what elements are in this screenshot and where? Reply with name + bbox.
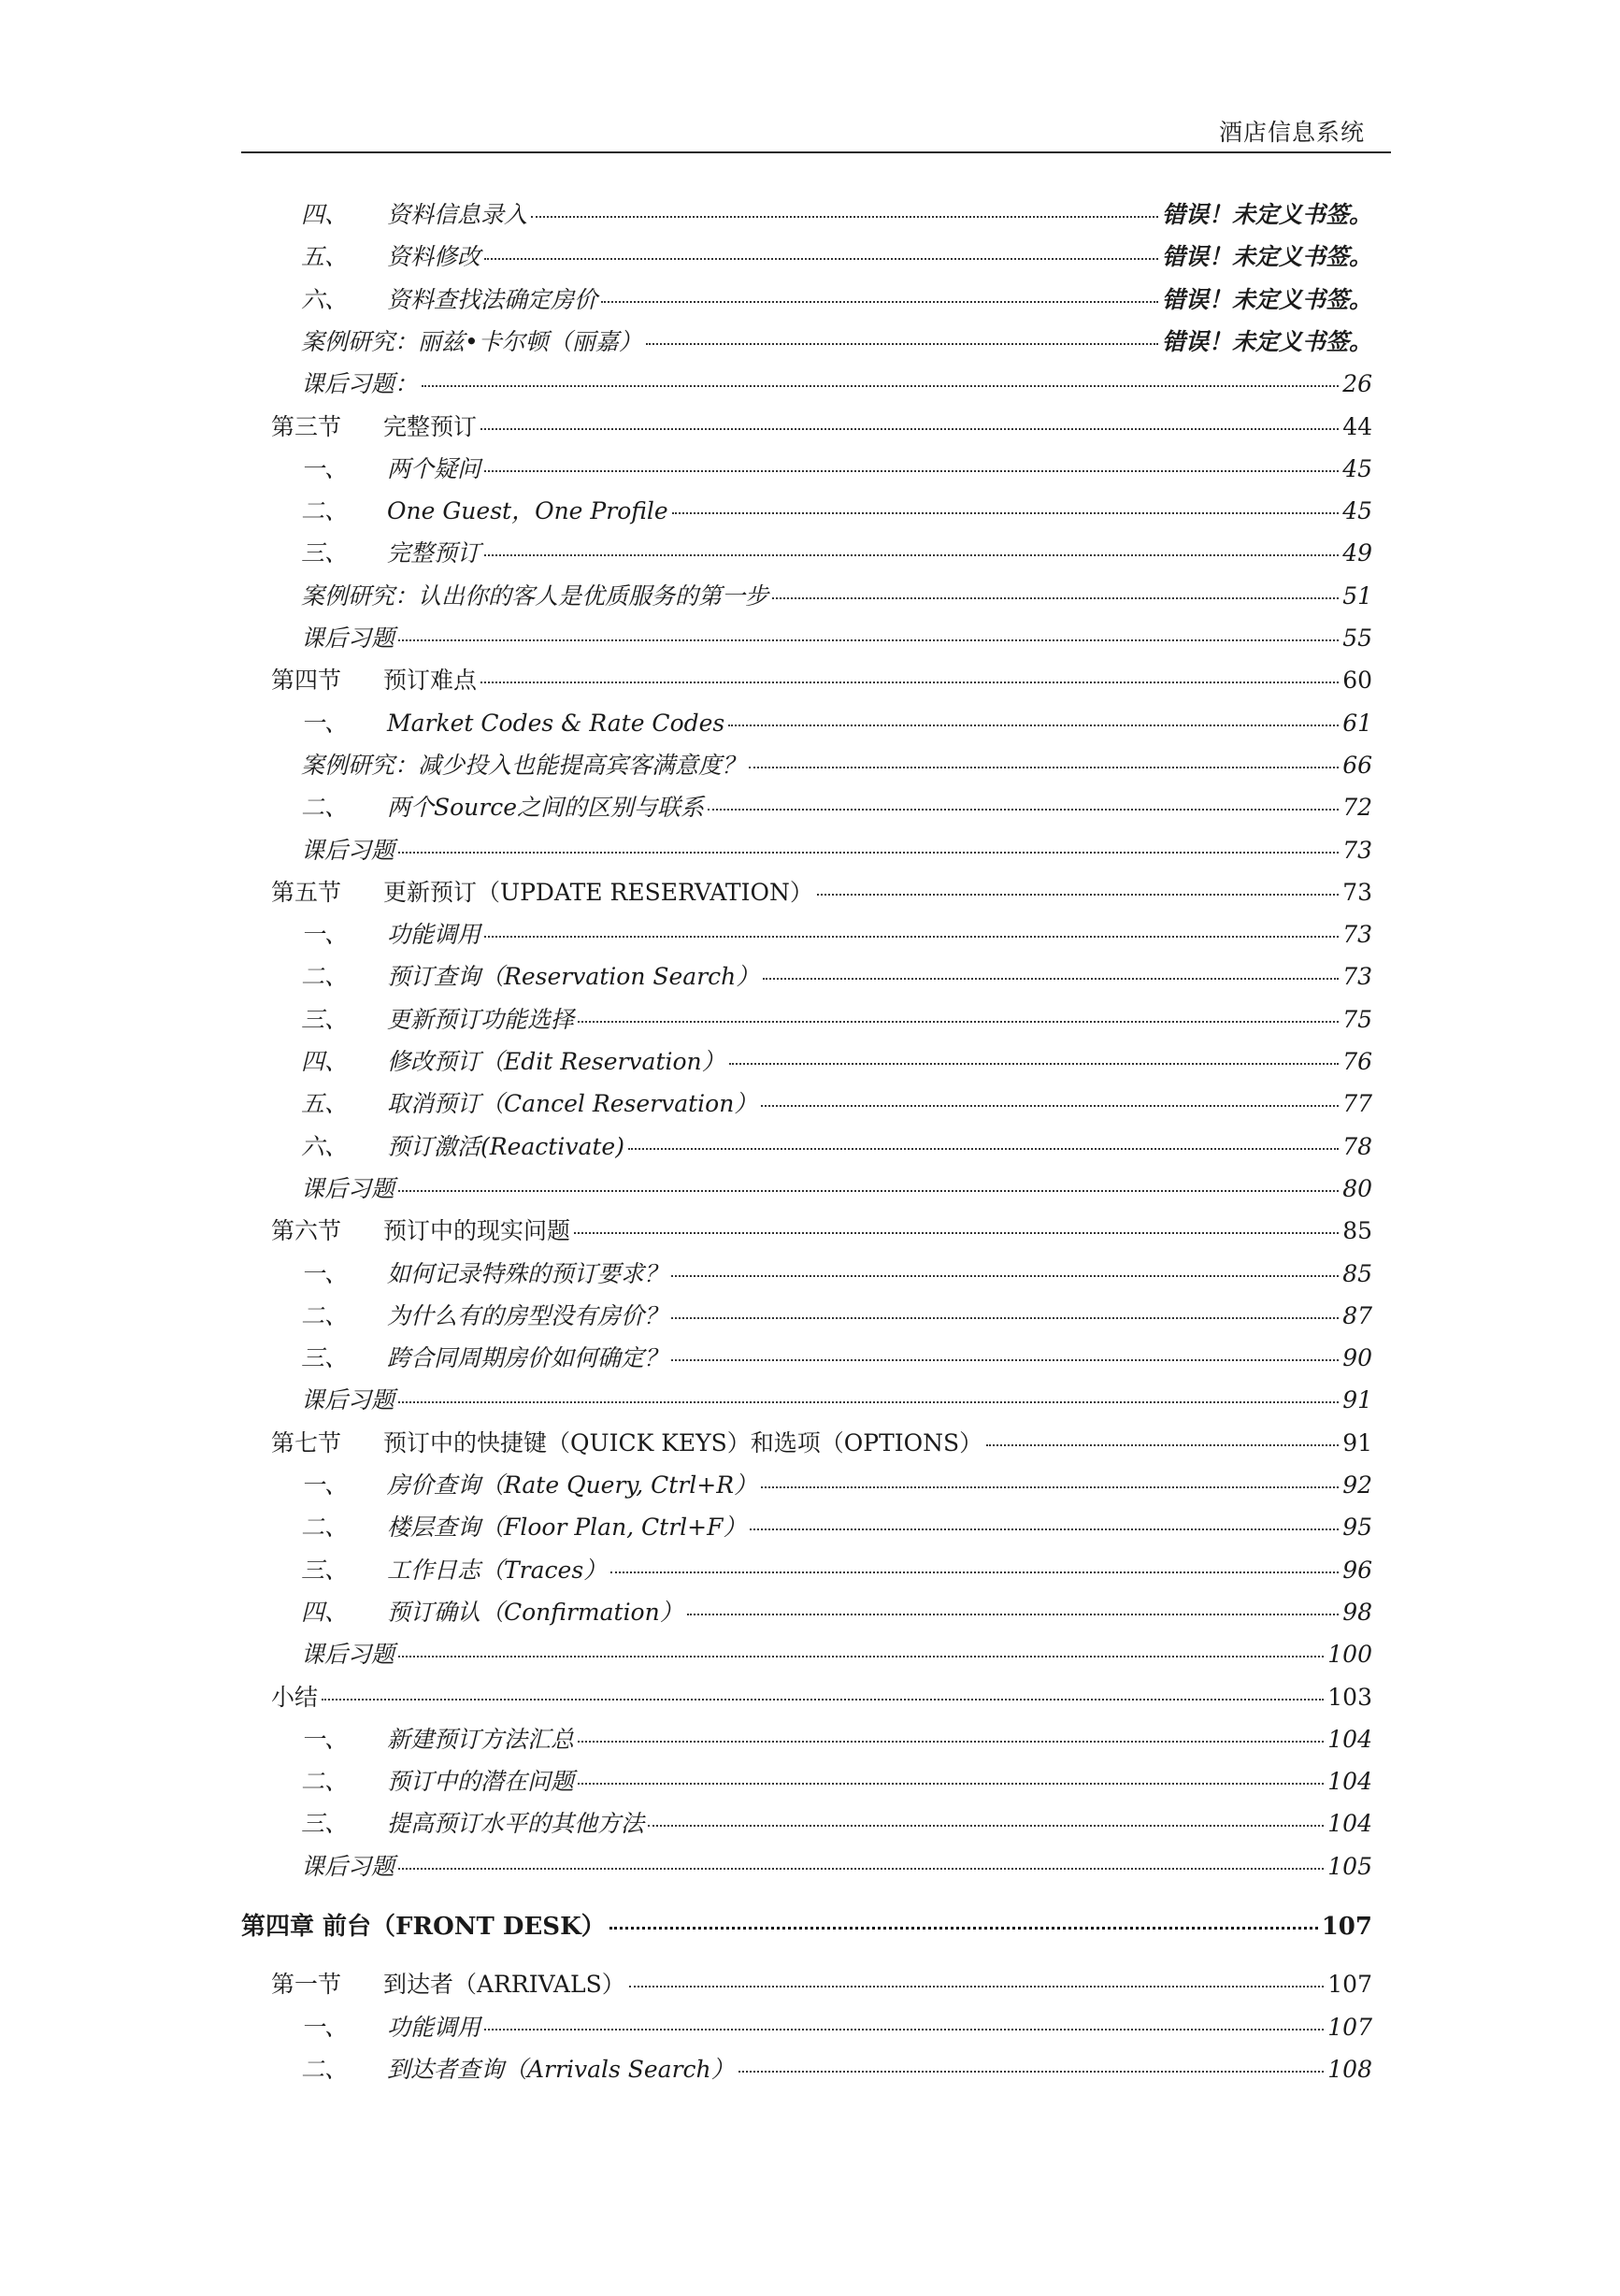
toc-entry-label: 到达者（ARRIVALS） — [383, 1971, 625, 1999]
dot-leader — [763, 978, 1339, 980]
dot-leader — [484, 554, 1339, 556]
toc-entry-label: 更新预订（UPDATE RESERVATION） — [383, 878, 813, 906]
toc-entry-page: 55 — [1342, 624, 1372, 652]
toc-entry-label: 跨合同周期房价如何确定？ — [387, 1344, 668, 1372]
dot-leader — [398, 852, 1339, 854]
toc-entry-label: 课后习题： — [301, 370, 419, 398]
toc-entry-label: 案例研究：认出你的客人是优质服务的第一步 — [301, 581, 769, 610]
toc-entry-page: 91 — [1342, 1428, 1372, 1457]
dot-leader — [484, 936, 1339, 938]
dot-leader — [398, 639, 1339, 641]
toc-entry-label: 功能调用 — [387, 921, 481, 949]
toc-entry-label: 到达者查询（Arrivals Search） — [387, 2055, 735, 2083]
toc-entry-label: 楼层查询（Floor Plan, Ctrl+F） — [387, 1514, 747, 1542]
toc-entry[interactable] — [301, 451, 1372, 490]
toc-entry[interactable] — [301, 535, 1372, 574]
toc-entry-number: 三、 — [301, 539, 349, 567]
toc-entry-label: 案例研究：减少投入也能提高宾客满意度？ — [301, 751, 746, 779]
toc-entry-label: 课后习题 — [301, 1641, 395, 1669]
toc-entry-number: 六、 — [301, 1132, 349, 1160]
toc-entry-label: 资料查找法确定房价 — [387, 285, 598, 313]
toc-entry-label: 预订中的现实问题 — [383, 1217, 571, 1245]
toc-entry-page: 103 — [1327, 1683, 1372, 1711]
toc-entry[interactable] — [301, 1340, 1372, 1379]
toc-entry-page: 错误！未定义书签。 — [1161, 243, 1372, 271]
toc-section-entry[interactable] — [271, 1425, 1372, 1464]
dot-leader — [484, 2029, 1324, 2031]
toc-entry-label: 预订难点 — [383, 667, 478, 695]
toc-entry-page: 76 — [1342, 1048, 1372, 1075]
toc-entry-label: 功能调用 — [387, 2013, 481, 2041]
toc-entry-page: 错误！未定义书签。 — [1161, 327, 1372, 355]
toc-entry-number: 二、 — [301, 794, 349, 822]
toc-entry-page: 73 — [1342, 963, 1372, 991]
dot-leader — [708, 809, 1339, 811]
toc-entry-number: 一、 — [301, 1725, 349, 1753]
toc-entry[interactable] — [301, 196, 1372, 236]
toc-entry[interactable] — [301, 705, 1372, 744]
toc-entry-number: 六、 — [301, 285, 349, 313]
dot-leader — [578, 1741, 1324, 1743]
dot-leader — [646, 343, 1158, 345]
toc-entry-label: 完整预订 — [383, 412, 478, 440]
toc-section-entry[interactable] — [271, 1966, 1372, 2005]
toc-entry-number: 一、 — [301, 1471, 349, 1499]
toc-entry[interactable] — [301, 832, 1372, 871]
dot-leader — [601, 301, 1158, 303]
toc-entry-number: 二、 — [301, 1768, 349, 1796]
toc-entry-page: 73 — [1342, 878, 1372, 906]
dot-leader — [480, 428, 1339, 430]
toc-entry-page: 49 — [1342, 539, 1372, 567]
toc-entry[interactable] — [301, 1128, 1372, 1168]
toc-entry-label: 案例研究：丽兹•卡尔顿（丽嘉） — [301, 327, 642, 355]
toc-entry-number: 四、 — [301, 1598, 349, 1626]
toc-entry[interactable] — [301, 1382, 1372, 1421]
toc-entry-page: 75 — [1342, 1005, 1372, 1033]
toc-entry[interactable] — [301, 2051, 1372, 2090]
toc-entry-label: 课后习题 — [301, 1174, 395, 1202]
toc-entry-number: 二、 — [301, 1301, 349, 1329]
toc-entry-page: 77 — [1342, 1090, 1372, 1118]
toc-entry-number: 第四节 — [271, 667, 342, 695]
toc-entry-page: 105 — [1327, 1852, 1372, 1880]
toc-entry-number: 第六节 — [271, 1217, 342, 1245]
dot-leader — [398, 1868, 1324, 1870]
toc-entry[interactable] — [301, 1001, 1372, 1040]
toc-entry[interactable] — [301, 1721, 1372, 1760]
toc-entry-page: 80 — [1342, 1174, 1372, 1202]
toc-entry[interactable] — [301, 1170, 1372, 1210]
toc-entry-label: 提高预订水平的其他方法 — [387, 1810, 645, 1838]
toc-entry[interactable] — [301, 789, 1372, 828]
toc-entry-number: 一、 — [301, 454, 349, 482]
dot-leader — [648, 1825, 1324, 1827]
toc-entry-label: 预订确认（Confirmation） — [387, 1598, 683, 1626]
dot-leader — [750, 1528, 1339, 1530]
toc-chapter-entry[interactable] — [241, 1907, 1372, 1946]
toc-entry[interactable] — [271, 1679, 1372, 1718]
toc-entry-page: 104 — [1327, 1768, 1372, 1796]
toc-entry-page: 107 — [1327, 2013, 1372, 2041]
toc-entry[interactable] — [301, 238, 1372, 278]
toc-entry-page: 85 — [1342, 1259, 1372, 1287]
toc-entry-page: 98 — [1342, 1598, 1372, 1626]
toc-entry-number: 二、 — [301, 2055, 349, 2083]
toc-entry-number: 二、 — [301, 1514, 349, 1542]
toc-entry-number: 四、 — [301, 201, 349, 228]
toc-entry-page: 78 — [1342, 1132, 1372, 1160]
dot-leader — [484, 470, 1339, 472]
dot-leader — [817, 894, 1339, 896]
toc-entry-label: 课后习题 — [301, 624, 395, 652]
dot-leader — [398, 1656, 1324, 1657]
dot-leader — [986, 1444, 1339, 1446]
toc-entry-label: 完整预订 — [387, 539, 481, 567]
toc-entry-page: 错误！未定义书签。 — [1161, 201, 1372, 228]
toc-entry-number: 第三节 — [271, 412, 342, 440]
toc-entry-number: 一、 — [301, 2013, 349, 2041]
dot-leader — [738, 2071, 1325, 2073]
toc-entry-number: 五、 — [301, 1090, 349, 1118]
toc-entry-label: 预订激活(Reactivate) — [387, 1132, 624, 1160]
toc-entry[interactable] — [301, 1509, 1372, 1548]
dot-leader — [629, 1986, 1325, 1987]
toc-entry-number: 一、 — [301, 921, 349, 949]
toc-entry-label: 两个疑问 — [387, 454, 481, 482]
toc-entry-label: 如何记录特殊的预订要求？ — [387, 1259, 668, 1287]
toc-entry-page: 108 — [1327, 2055, 1372, 2083]
dot-leader — [610, 1571, 1339, 1573]
toc-entry-page: 26 — [1342, 370, 1372, 398]
dot-leader — [574, 1232, 1339, 1234]
header-title: 酒店信息系统 — [1218, 119, 1365, 146]
toc-entry-number: 三、 — [301, 1556, 349, 1584]
toc-entry-number: 第七节 — [271, 1428, 342, 1457]
dot-leader — [398, 1190, 1339, 1192]
toc-entry-page: 73 — [1342, 921, 1372, 949]
toc-entry[interactable] — [301, 281, 1372, 321]
toc-entry-number: 三、 — [301, 1005, 349, 1033]
dot-leader — [761, 1105, 1339, 1107]
toc-entry-page: 87 — [1342, 1301, 1372, 1329]
dot-leader — [531, 216, 1158, 218]
dot-leader — [749, 767, 1339, 768]
toc-entry[interactable] — [301, 2009, 1372, 2048]
toc-entry-page: 100 — [1327, 1641, 1372, 1669]
toc-entry[interactable] — [301, 1552, 1372, 1591]
toc-entry-label: Market Codes & Rate Codes — [387, 709, 725, 737]
toc-entry-label: One Guest，One Profile — [387, 497, 668, 525]
toc-entry-label: 为什么有的房型没有房价？ — [387, 1301, 668, 1329]
toc-entry[interactable] — [301, 916, 1372, 955]
dot-leader — [671, 1317, 1339, 1319]
toc-entry-page: 45 — [1342, 497, 1372, 525]
toc-entry[interactable] — [301, 1805, 1372, 1844]
toc-entry-label: 资料信息录入 — [387, 201, 528, 228]
toc-entry-number: 四、 — [301, 1048, 349, 1075]
toc-section-entry[interactable] — [271, 662, 1372, 701]
toc-entry-number: 一、 — [301, 1259, 349, 1287]
toc-entry-label: 新建预订方法汇总 — [387, 1725, 575, 1753]
toc-entry-label: 课后习题 — [301, 836, 395, 864]
toc-entry-label: 预订中的潜在问题 — [387, 1768, 575, 1796]
toc-section-entry[interactable] — [271, 1213, 1372, 1252]
toc-entry[interactable] — [301, 366, 1372, 405]
dot-leader — [322, 1699, 1324, 1700]
dot-leader — [672, 512, 1339, 514]
dot-leader — [398, 1401, 1339, 1403]
dot-leader — [729, 1063, 1340, 1065]
toc-entry-label: 房价查询（Rate Query, Ctrl+R） — [387, 1471, 758, 1499]
toc-entry-page: 96 — [1342, 1556, 1372, 1584]
toc-entry-number: 第一节 — [271, 1971, 342, 1999]
toc-entry[interactable] — [301, 1298, 1372, 1337]
toc-entry-page: 85 — [1342, 1217, 1372, 1245]
toc-entry[interactable] — [301, 493, 1372, 532]
dot-leader — [480, 682, 1339, 683]
toc-entry[interactable] — [301, 1763, 1372, 1802]
toc-entry-page: 44 — [1342, 412, 1372, 440]
toc-entry[interactable] — [301, 323, 1372, 363]
dot-leader — [578, 1783, 1324, 1785]
dot-leader — [687, 1614, 1339, 1615]
toc-entry-page: 104 — [1327, 1725, 1372, 1753]
toc-entry-page: 错误！未定义书签。 — [1161, 285, 1372, 313]
toc-entry-label: 取消预订（Cancel Reservation） — [387, 1090, 758, 1118]
toc-entry-label: 更新预订功能选择 — [387, 1005, 575, 1033]
toc-entry-label: 预订中的快捷键（QUICK KEYS）和选项（OPTIONS） — [383, 1428, 983, 1457]
dot-leader — [578, 1021, 1339, 1023]
toc-entry[interactable] — [301, 1043, 1372, 1083]
toc-entry-page: 91 — [1342, 1386, 1372, 1414]
toc-entry-page: 107 — [1327, 1971, 1372, 1999]
toc-entry-page: 92 — [1342, 1471, 1372, 1499]
toc-entry-page: 51 — [1342, 581, 1372, 610]
toc-entry-page: 104 — [1327, 1810, 1372, 1838]
toc-entry-number: 三、 — [301, 1344, 349, 1372]
toc-entry-page: 45 — [1342, 454, 1372, 482]
toc-entry-label: 修改预订（Edit Reservation） — [387, 1048, 725, 1075]
toc-entry-label: 课后习题 — [301, 1386, 395, 1414]
toc-entry-page: 73 — [1342, 836, 1372, 864]
toc-entry-page: 60 — [1342, 667, 1372, 695]
toc-entry[interactable] — [301, 1085, 1372, 1125]
toc-entry-number: 第五节 — [271, 878, 342, 906]
toc-entry-number: 一、 — [301, 709, 349, 737]
toc-entry-page: 66 — [1342, 751, 1372, 779]
toc-entry-label: 小结 — [271, 1683, 319, 1711]
toc-entry[interactable] — [301, 620, 1372, 659]
toc-entry-page: 72 — [1342, 794, 1372, 822]
toc-entry-number: 三、 — [301, 1810, 349, 1838]
toc-entry-label: 工作日志（Traces） — [387, 1556, 608, 1584]
dot-leader — [728, 725, 1339, 726]
toc-entry-label: 资料修改 — [387, 243, 481, 271]
toc-entry[interactable] — [301, 1848, 1372, 1887]
toc-entry[interactable] — [301, 1594, 1372, 1633]
dot-leader — [671, 1359, 1339, 1361]
toc-entry-page: 107 — [1321, 1913, 1372, 1941]
toc-entry-number: 二、 — [301, 963, 349, 991]
toc-entry-page: 61 — [1342, 709, 1372, 737]
dot-leader — [772, 597, 1339, 599]
toc-entry-number: 五、 — [301, 243, 349, 271]
toc-entry-number: 二、 — [301, 497, 349, 525]
dot-leader — [609, 1927, 1318, 1930]
toc-entry-page: 90 — [1342, 1344, 1372, 1372]
toc-section-entry[interactable] — [271, 409, 1372, 448]
page-header — [241, 110, 1391, 153]
toc-entry[interactable] — [301, 1256, 1372, 1295]
toc-entry[interactable] — [301, 958, 1372, 997]
toc-entry-label: 课后习题 — [301, 1852, 395, 1880]
dot-leader — [628, 1148, 1339, 1150]
dot-leader — [422, 385, 1339, 387]
toc-entry-page: 95 — [1342, 1514, 1372, 1542]
toc-entry-label: 预订查询（Reservation Search） — [387, 963, 760, 991]
dot-leader — [484, 258, 1158, 260]
toc-entry[interactable] — [301, 747, 1372, 786]
toc-entry[interactable] — [301, 1636, 1372, 1675]
toc-entry[interactable] — [301, 578, 1372, 617]
dot-leader — [761, 1486, 1339, 1488]
toc-section-entry[interactable] — [271, 874, 1372, 913]
toc-entry[interactable] — [301, 1467, 1372, 1506]
toc-entry-label: 第四章 前台（FRONT DESK） — [241, 1913, 606, 1941]
toc-entry-label: 两个Source之间的区别与联系 — [387, 794, 705, 822]
dot-leader — [671, 1275, 1339, 1277]
